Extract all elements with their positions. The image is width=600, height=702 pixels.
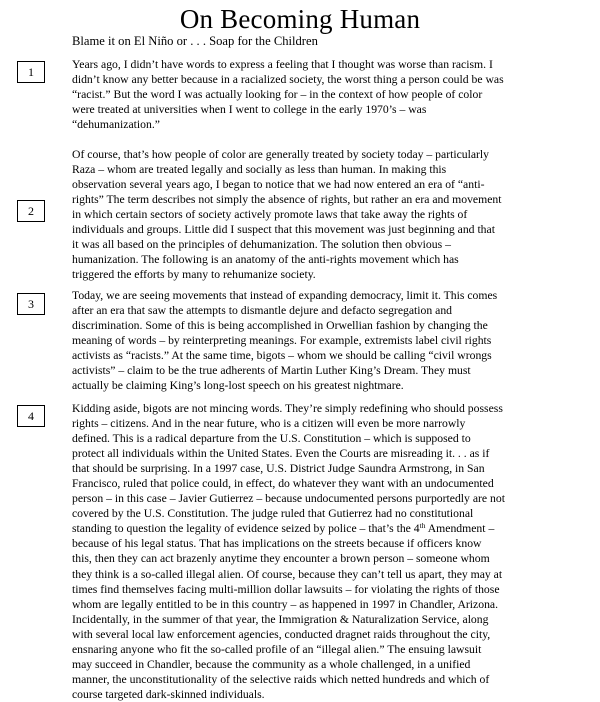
paragraph-line: course targeted dark-skinned individuals. [72, 687, 265, 701]
paragraph-line: because of his legal status. That has implications on the streets because if officers know [72, 537, 482, 551]
paragraph-line: person – in this case – Javier Gutierrez – because undocumented persons purportedly are not [72, 492, 505, 506]
paragraph-line: observation several years ago, I began to notice that we had now entered an era of “anti- [72, 178, 485, 192]
paragraph-line: they think is a so-called illegal alien. Of course, because they can’t tell us apart, they may at [72, 567, 503, 581]
paragraph-line: Of course, that’s how people of color are generally treated by society today – particularly [72, 148, 490, 161]
paragraph-line: Today, we are seeing movements that instead of expanding democracy, limit it. This comes [72, 289, 498, 302]
paragraph-line: it was all based on the principles of dehumanization. The solution then obvious – [72, 238, 451, 252]
paragraph-line: covered by the U.S. Constitution. The judge ruled that Gutierrez had no constitutional [72, 507, 474, 521]
paragraph-line: Raza – whom are treated legally and socially as less than human. In making this [72, 163, 447, 177]
paragraph-line: defined. This is a radical departure from the U.S. Constitution – which is supposed to [72, 432, 471, 446]
paragraph-line: manner, the unconstitutionality of the selective raids which netted hundreds and which of [72, 672, 490, 686]
paragraph-line: meaning of words – by reinterpreting meanings. For example, extremists label civil rights [72, 334, 492, 348]
paragraph-line: whom are legally entitled to be in this country – as happened in 1997 in Chandler, Arizona. [72, 597, 499, 611]
paragraph-line: individuals and groups. Little did I suspect that this movement was just beginning and that [72, 223, 495, 237]
paragraph-line: actually be claiming King’s long-lost speech on his greatest nightmare. [72, 379, 404, 393]
paragraph-line: “racist.” But the word I was actually looking for – in the context of how people of color [72, 88, 483, 102]
paragraph-line: protect all individuals within the United States. Even the Courts are misreading it. . . as if [72, 447, 490, 461]
paragraph-number-box-4: 4 [17, 405, 45, 427]
paragraph-number-box-2: 2 [17, 200, 45, 222]
paragraph-line: Incidentally, in the summer of that year, the Immigration & Naturalization Service, along [72, 612, 489, 626]
paragraph-line: after an era that saw the attempts to dismantle dejure and defacto segregation and [72, 304, 453, 318]
paragraph-line: triggered the efforts by many to rehumanize society. [72, 268, 316, 282]
paragraph-number-box-3: 3 [17, 293, 45, 315]
paragraph-line: “dehumanization.” [72, 118, 160, 132]
paragraph-1 [72, 57, 598, 132]
paragraph-line: ensnaring anyone who fit the so-called profile of an “illegal alien.” The ensuing lawsuit [72, 642, 482, 656]
paragraph-3 [72, 288, 598, 393]
paragraph-2 [72, 147, 598, 282]
paragraph-line: didn’t know any better because in a racialized society, the worst thing a person could be was [72, 73, 504, 87]
page-subtitle: Blame it on El Niño or . . . Soap for the Children [72, 34, 318, 48]
paragraph-line: activists” – claim to be the true adherents of Martin Luther King’s Dream. They must [72, 364, 471, 378]
paragraph-line: this, then they can act brazenly anytime they encounter a brown person – someone whom [72, 552, 490, 566]
paragraph-4 [72, 401, 598, 702]
paragraph-line: that should be surprising. In a 1997 case, U.S. District Judge Saundra Armstrong, in San [72, 462, 485, 476]
paragraph-line: may succeed in Chandler, because the community as a whole challenged, in a unified [72, 657, 471, 671]
paragraph-line: Years ago, I didn’t have words to express a feeling that I thought was worse than racism. I [72, 58, 493, 71]
paragraph-number-box-1: 1 [17, 61, 45, 83]
paragraph-line: times find themselves facing multi-million dollar lawsuits – for violating the rights of those [72, 582, 500, 596]
paragraph-line-with-superscript [72, 521, 598, 536]
amendment-text-after: Amendment – [425, 522, 495, 536]
paragraph-line: Kidding aside, bigots are not mincing words. They’re simply redefining who should possess [72, 402, 503, 415]
page-title: On Becoming Human [179, 4, 421, 34]
ordinal-superscript: th [419, 521, 426, 531]
paragraph-line: activists as “racists.” At the same time, bigots – whom we should be calling “civil wrongs [72, 349, 492, 363]
paragraph-line: Francisco, ruled that police could, in effect, do whatever they want with an undocumented [72, 477, 494, 491]
paragraph-line: rights – citizens. And in the near future, who is a citizen will even be more narrowly [72, 417, 466, 431]
paragraph-line: with several local law enforcement agencies, conducted dragnet raids throughout the city, [72, 627, 491, 641]
paragraph-line: humanization. The following is an anatomy of the anti-rights movement which has [72, 253, 459, 267]
paragraph-line: discrimination. Some of this is being accomplished in Orwellian fashion by changing the [72, 319, 488, 333]
paragraph-line: rights” The term describes not simply the absence of rights, but rather an era and movement [72, 193, 502, 207]
paragraph-line: in which certain sectors of society actively promote laws that take away the rights of [72, 208, 468, 222]
amendment-text-before: standing to question the legality of evidence seized by police – that’s the 4 [72, 522, 420, 536]
paragraph-line: were treated at universities when I went to college in the early 1970’s – was [72, 103, 427, 117]
